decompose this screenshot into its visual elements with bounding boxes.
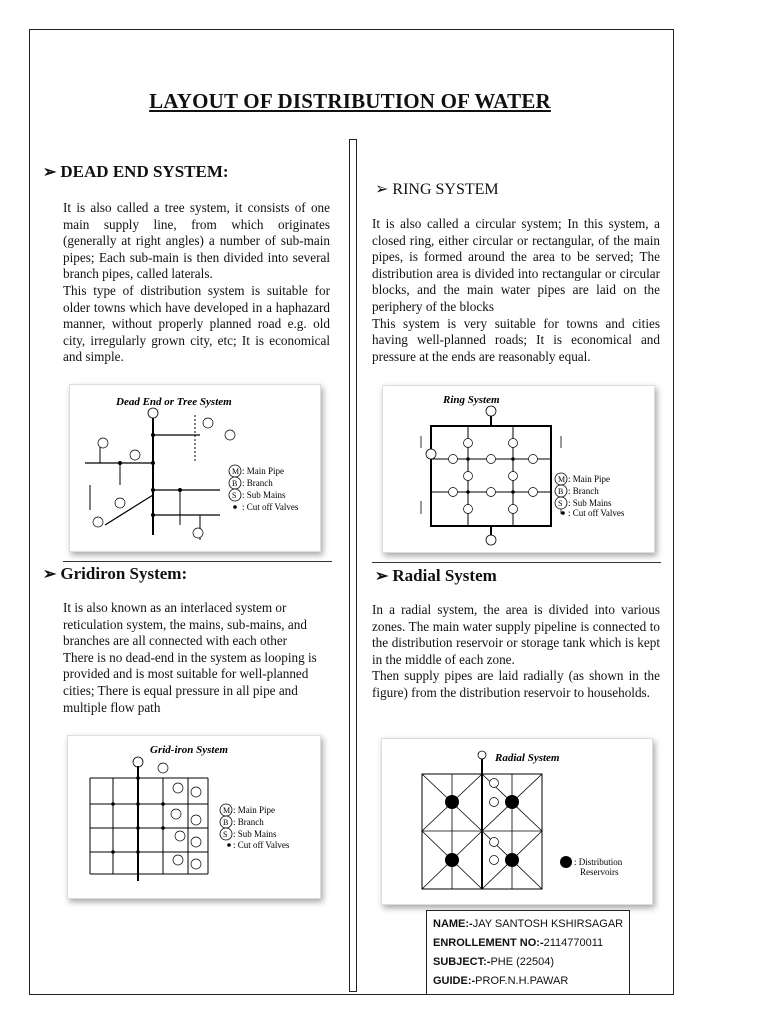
right-section-rule (372, 562, 661, 563)
gridiron-para-2: There is no dead-end in the system as looping is provided and is most suitable for well-planned cities; There is equal pressure in all pipe and multiple flow path (63, 649, 317, 715)
legend-main-pipe: : Main Pipe (233, 805, 275, 815)
name-row (433, 915, 629, 934)
radial-paragraph (372, 602, 660, 702)
student-info-box (426, 910, 630, 995)
legend-main-pipe: : Main Pipe (242, 466, 284, 476)
ring-figure (382, 385, 655, 553)
legend-m-letter: M (558, 475, 566, 484)
subject-label: SUBJECT:- (433, 956, 491, 968)
ring-para-1: It is also called a circular system; In this system, a closed ring, either circular or rectangular, of the main pipes, is formed around the area to be served; The distribution area is divided into rectangular or circular blocks, and the main water pipes are laid on the periphery of the blocks (372, 216, 660, 314)
dead-end-paragraph (63, 200, 330, 366)
left-section-rule (63, 561, 332, 562)
legend-valves: : Cut off Valves (242, 502, 299, 512)
guide-label: GUIDE:- (433, 975, 476, 987)
dead-end-para-2: This type of distribution system is suitable for older towns which have developed in a haphazard manner, without properly planned road e.g. old city, irregularly grown city, etc; It is economical and simple. (63, 282, 330, 365)
radial-para-2: Then supply pipes are laid radially (as shown in the figure) from the distribution reservoir to households. (372, 668, 660, 700)
name-value: JAY SANTOSH KSHIRSAGAR (472, 918, 624, 930)
legend-valves: : Cut off Valves (233, 840, 290, 850)
heading-gridiron (43, 564, 187, 584)
legend-b-letter: B (223, 818, 229, 827)
dead-end-figure (69, 384, 321, 552)
heading-ring (375, 179, 499, 199)
dead-end-figure-title: Dead End or Tree System (116, 396, 232, 408)
legend-sub-mains: : Sub Mains (233, 829, 277, 839)
gridiron-figure-title: Grid-iron System (150, 744, 228, 756)
legend-b-letter: B (558, 487, 564, 496)
legend-b-letter: B (232, 479, 238, 488)
heading-gridiron-text: Gridiron System: (60, 564, 188, 583)
gridiron-diagram (68, 736, 320, 898)
radial-para-1: In a radial system, the area is divided into various zones. The main water supply pipeline is connected to the distribution reservoir or storage tank which is kept in the middle of each zone. (372, 602, 660, 667)
legend-sub-mains: : Sub Mains (242, 490, 286, 500)
radial-diagram (382, 739, 652, 904)
dead-end-para-1: It is also called a tree system, it consists of one main supply line, from which originates (generally at right angles) a number of sub-main pipes; Each sub-main is then divided into several branch pipes, called laterals. (63, 200, 330, 282)
page-title: LAYOUT OF DISTRIBUTION OF WATER (149, 89, 551, 113)
radial-figure-title: Radial System (495, 752, 560, 764)
arrow-bullet-icon: ➢ (375, 181, 389, 198)
column-divider (349, 139, 357, 992)
legend-reservoir-line1: : Distribution (574, 857, 623, 867)
enrollment-value: 2114770011 (543, 937, 604, 949)
legend-valves: : Cut off Valves (568, 508, 625, 518)
legend-s-letter: S (223, 830, 228, 839)
legend-m-letter: M (232, 467, 240, 476)
dead-end-diagram (70, 385, 320, 551)
guide-row (433, 972, 629, 991)
legend-branch: : Branch (233, 817, 264, 827)
legend-branch: : Branch (568, 486, 599, 496)
arrow-bullet-icon: ➢ (43, 164, 57, 181)
ring-figure-title: Ring System (443, 394, 500, 406)
heading-dead-end (43, 162, 229, 182)
heading-ring-text: RING SYSTEM (392, 181, 499, 198)
arrow-bullet-icon: ➢ (375, 568, 389, 585)
legend-s-letter: S (232, 491, 237, 500)
gridiron-paragraph (63, 600, 333, 716)
legend-sub-mains: : Sub Mains (568, 498, 612, 508)
ring-paragraph (372, 216, 660, 365)
heading-radial (375, 566, 497, 586)
enrollment-label: ENROLLEMENT NO:- (433, 937, 544, 949)
arrow-bullet-icon: ➢ (43, 566, 57, 583)
radial-figure (381, 738, 653, 905)
enrollment-row (433, 934, 629, 953)
ring-diagram (383, 386, 654, 552)
legend-main-pipe: : Main Pipe (568, 474, 610, 484)
subject-row (433, 953, 629, 972)
heading-dead-end-text: DEAD END SYSTEM: (60, 162, 229, 181)
name-label: NAME:- (433, 918, 473, 930)
gridiron-figure (67, 735, 321, 899)
subject-value: PHE (22504) (490, 956, 555, 968)
legend-reservoir-line2: Reservoirs (580, 867, 619, 877)
legend-m-letter: M (223, 806, 231, 815)
guide-value: PROF.N.H.PAWAR (475, 975, 569, 987)
legend-branch: : Branch (242, 478, 273, 488)
ring-para-2: This system is very suitable for towns and cities having well-planned roads; It is economical and pressure at the ends are reasonably equal. (372, 315, 660, 364)
legend-s-letter: S (558, 499, 563, 508)
heading-radial-text: Radial System (392, 566, 497, 585)
gridiron-para-1: It is also known as an interlaced system or reticulation system, the mains, sub-mains, and branches are all connected with each other (63, 600, 307, 649)
